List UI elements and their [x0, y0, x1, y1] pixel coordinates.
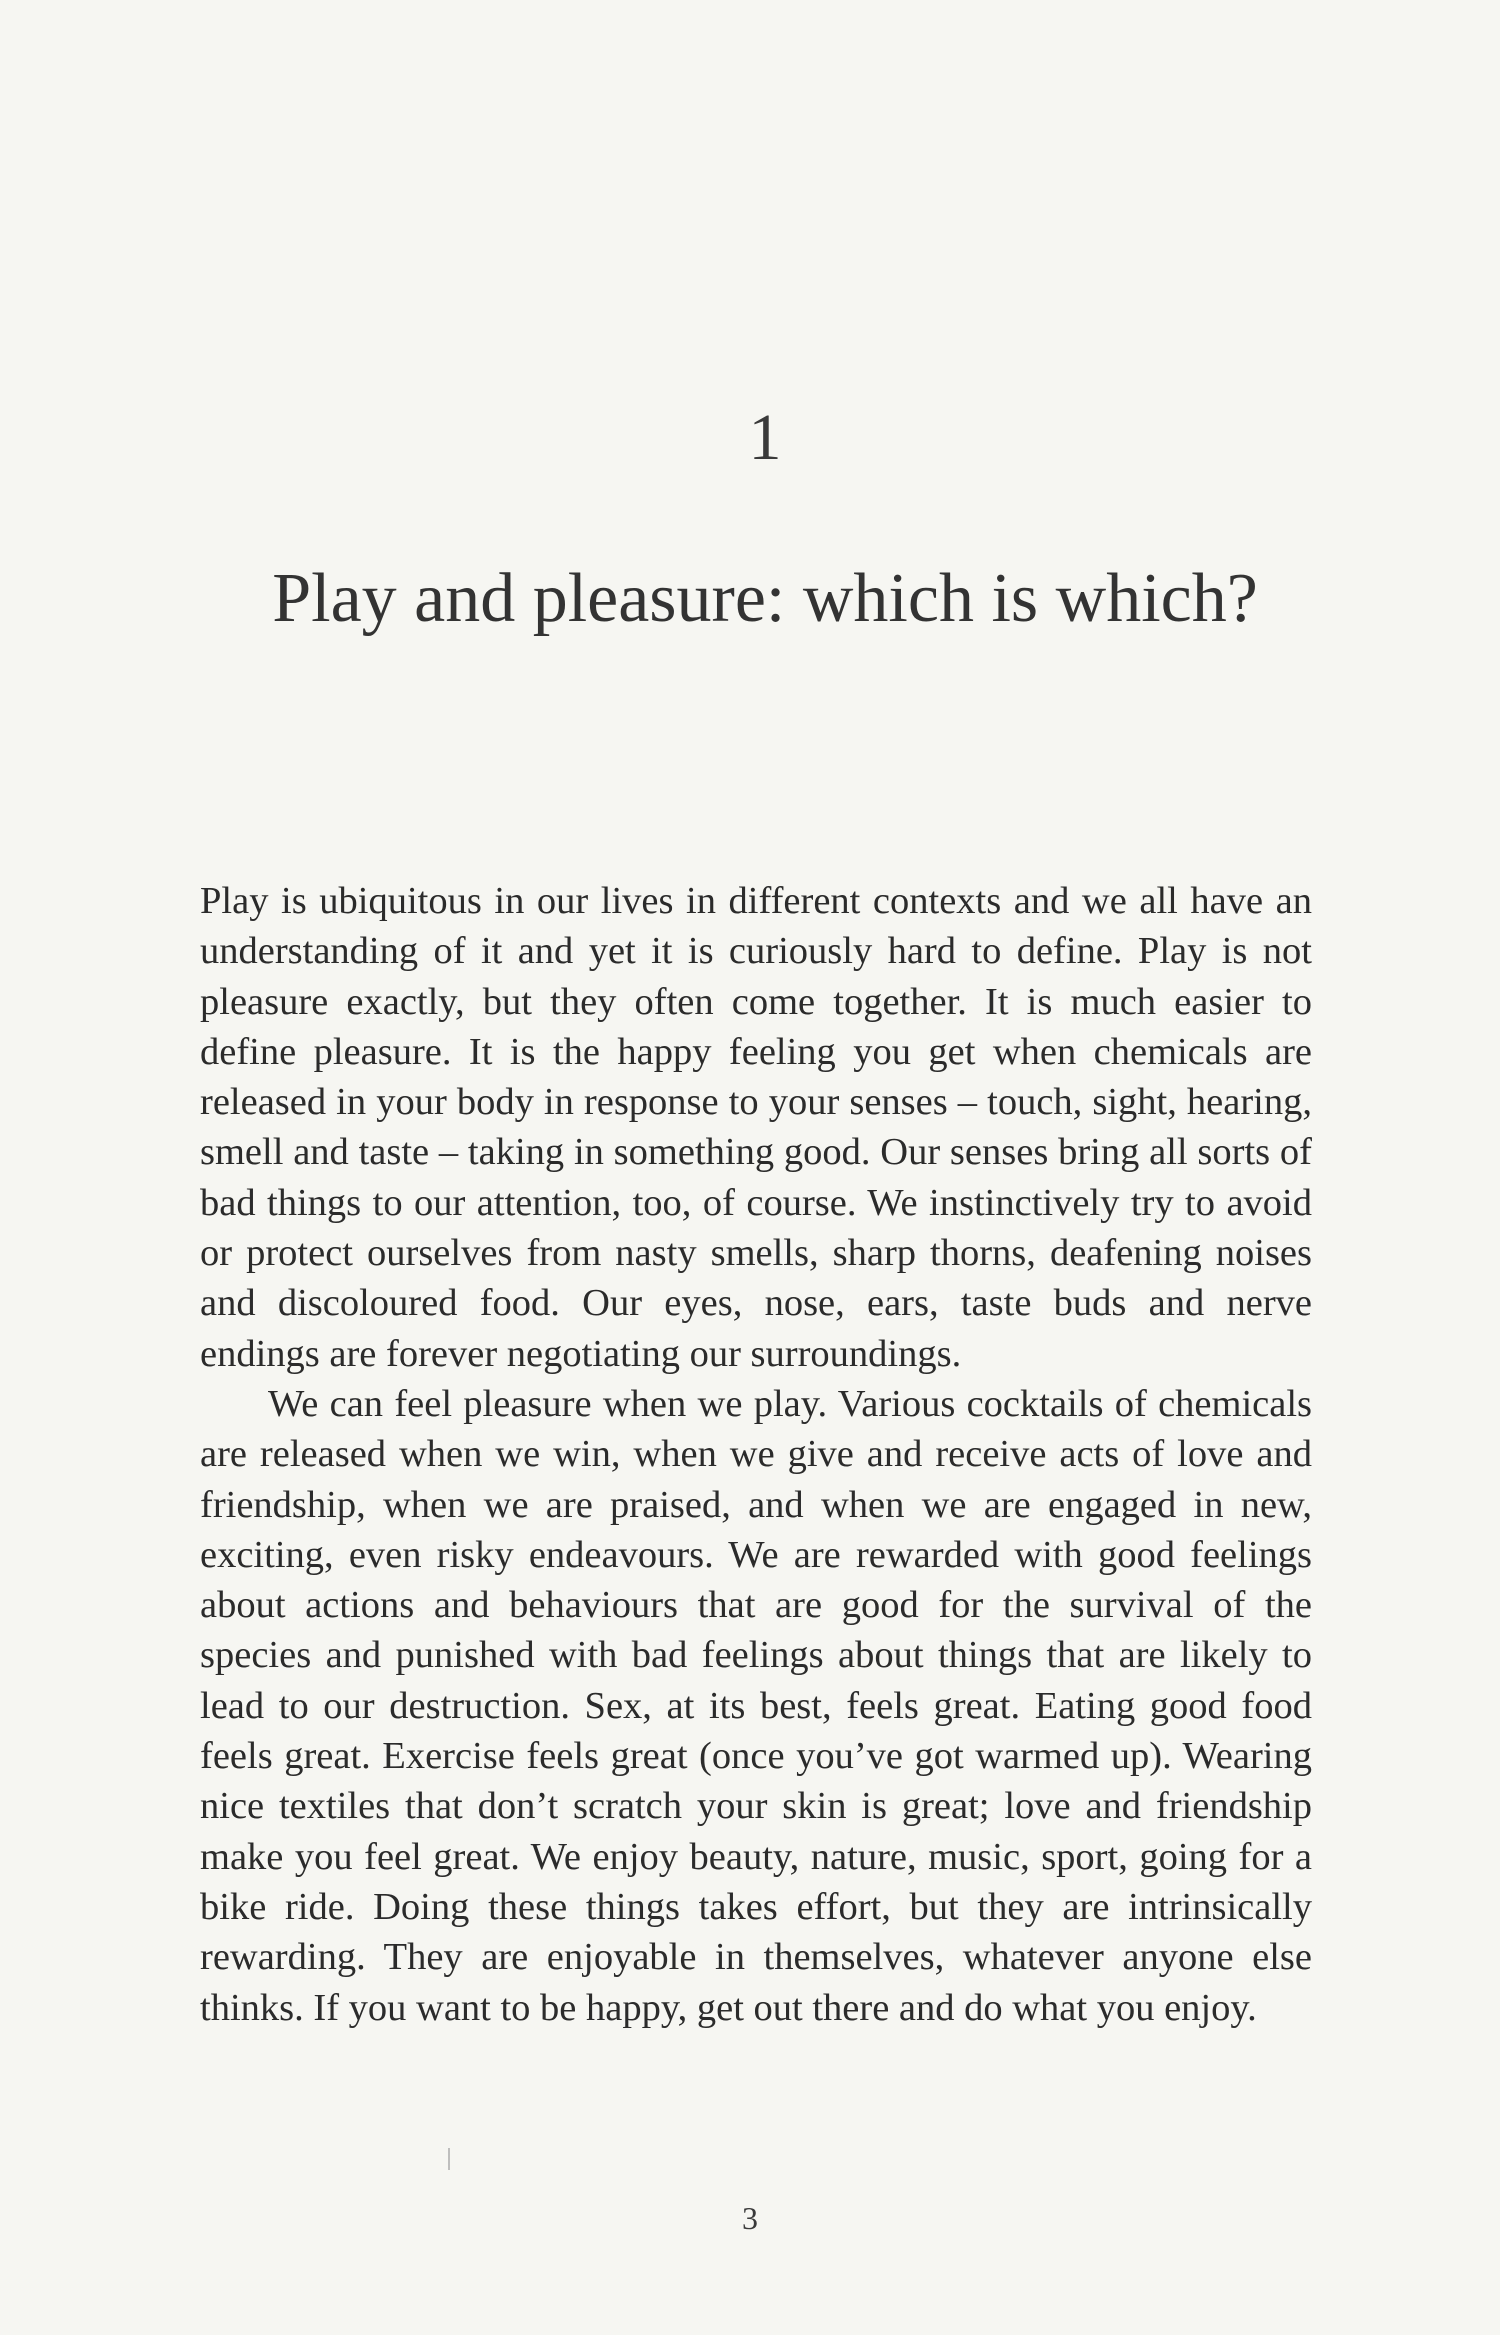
- paragraph: We can feel pleasure when we play. Various cocktails of chemicals are released when we win, when we give and receive acts of love and friendship, when we are praised, and when we are engaged in new, exciting, even risky endeavours. We are rewarded with good feelings about actions and behaviours that are good for the survival of the species and punished with bad feelings about things that are likely to lead to our destruction. Sex, at its best, feels great. Eating good food feels great. Exercise feels great (once you’ve got warmed up). Wearing nice textiles that don’t scratch your skin is great; love and friendship make you feel great. We enjoy beauty, nature, music, sport, going for a bike ride. Doing these things takes effort, but they are intrinsically rewarding. They are enjoyable in themselves, whatever anyone else thinks. If you want to be happy, get out there and do what you enjoy.: [200, 1382, 1312, 2029]
- chapter-body: [200, 876, 1312, 2033]
- scan-artifact: [448, 2148, 450, 2170]
- paragraph: Play is ubiquitous in our lives in different contexts and we all have an understanding of it and yet it is curiously hard to define. Play is not pleasure exactly, but they often come together. It is much easier to define pleasure. It is the happy feeling you get when chemicals are released in your body in response to your senses – touch, sight, hearing, smell and taste – taking in something good. Our senses bring all sorts of bad things to our attention, too, of course. We instinctively try to avoid or protect ourselves from nasty smells, sharp thorns, deafening noises and discoloured food. Our eyes, nose, ears, taste buds and nerve endings are forever negotiating our surroundings.: [200, 880, 1312, 1375]
- chapter-number: 1: [748, 401, 782, 474]
- page-number: 3: [742, 2200, 758, 2236]
- chapter-title: Play and pleasure: which is which?: [272, 560, 1258, 637]
